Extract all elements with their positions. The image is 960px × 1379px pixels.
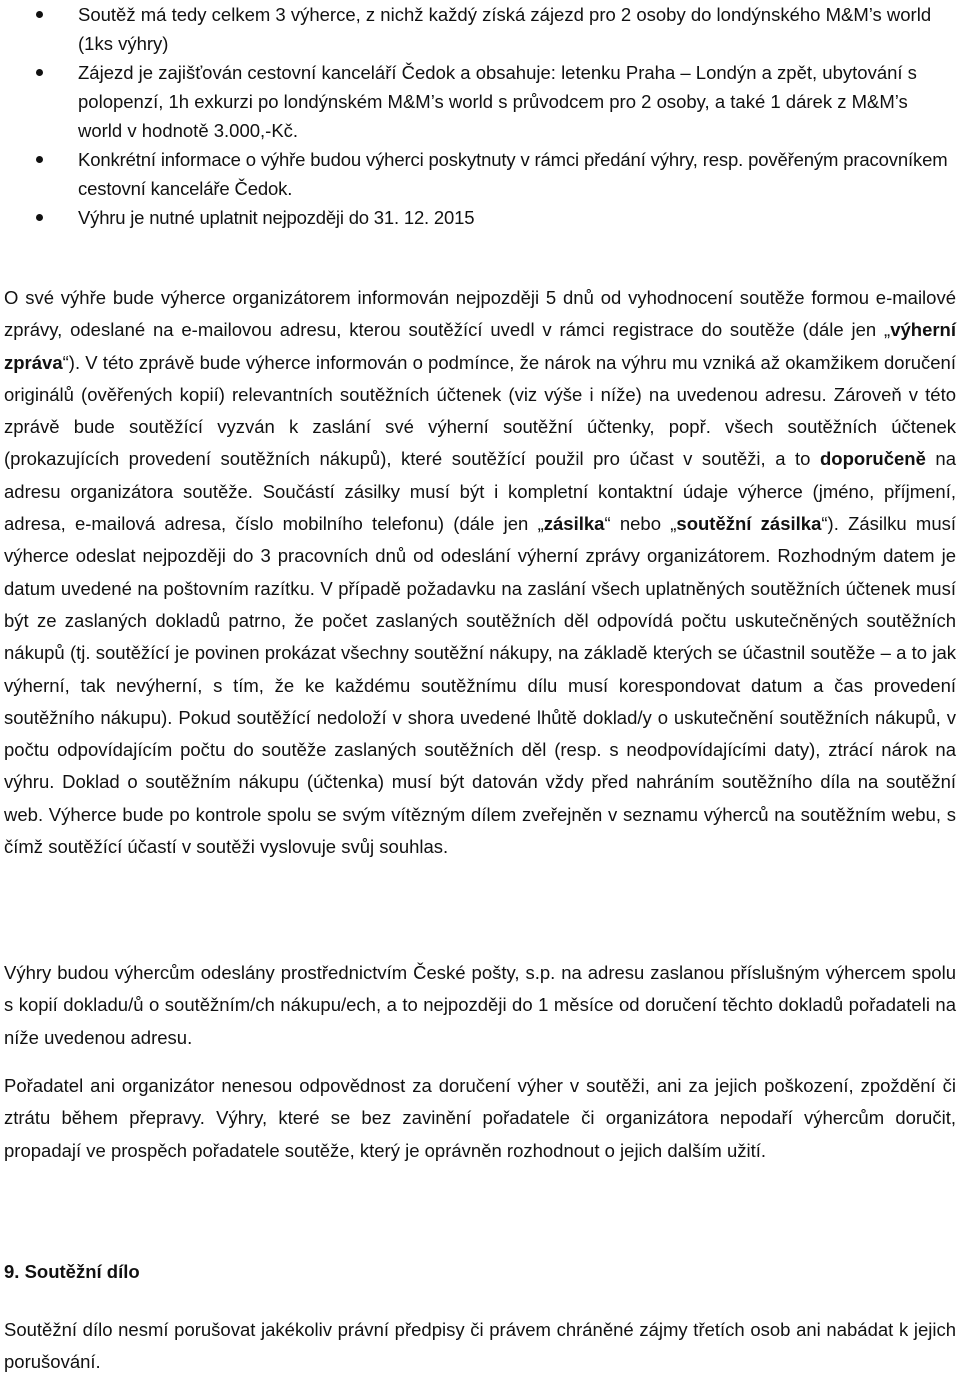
bold-term-winner-message: výherní zpráva <box>4 319 956 373</box>
text-run: O své výhře bude výherce organizátorem informován nejpozději 5 dnů od vyhodnocení soutěže formou e-mailové zprávy, odeslané na e-mailovou adresu, kterou soutěžící uvedl v rámci registrace do soutěže (dále jen „ <box>4 287 956 341</box>
bullet-text: Výhru je nutné uplatnit nejpozději do 31. 12. 2015 <box>78 207 475 228</box>
winner-notification-paragraph <box>4 282 956 863</box>
bullet-item <box>0 58 960 145</box>
bullet-icon <box>36 69 43 76</box>
bullet-icon <box>36 11 43 18</box>
prize-bullet-list <box>0 0 960 232</box>
section-heading: 9. Soutěžní dílo <box>4 1261 140 1282</box>
text-run: na adresu organizátora soutěže. Součástí zásilky musí být i kompletní kontaktní údaje výherce (jméno, příjmení, adresa, e-mailová adresa, číslo mobilního telefonu) (dále jen „ <box>4 448 956 535</box>
bold-term-registered: doporučeně <box>820 448 926 470</box>
bullet-item <box>0 0 960 58</box>
bold-term-shipment: zásilka <box>543 513 605 535</box>
bullet-icon <box>36 156 43 163</box>
bold-term-contest-shipment: soutěžní zásilka <box>676 513 822 535</box>
text-run: “ nebo „ <box>604 513 677 535</box>
bullet-icon <box>36 214 43 221</box>
bullet-text: Konkrétní informace o výhře budou výherci poskytnuty v rámci předání výhry, resp. pověřeným pracovníkem cestovní kanceláře Čedok. <box>78 149 948 199</box>
contest-work-paragraph: Soutěžní dílo nesmí porušovat jakékoliv právní předpisy či právem chráněné zájmy třetích osob ani nabádat k jejich porušování. <box>4 1319 956 1373</box>
liability-paragraph: Pořadatel ani organizátor nenesou odpovědnost za doručení výher v soutěži, ani za jejich poškození, zpoždění či ztrátu během přepravy. Výhry, které se bez zavinění pořadatele či organizátora nepodaří výhercům doručit, propadají ve prospěch pořadatele soutěže, který je oprávněn rozhodnout o jejich dalším užití. <box>4 1075 956 1161</box>
bullet-text: Soutěž má tedy celkem 3 výherce, z nichž každý získá zájezd pro 2 osoby do londýnského M&M’s world (1ks výhry) <box>78 4 932 54</box>
bullet-item <box>0 203 960 232</box>
text-run: “). Zásilku musí výherce odeslat nejpozději do 3 pracovních dnů od odeslání výherní zprávy organizátorem. Rozhodným datem je datum uvedené na poštovním razítku. V případě požadavku na zaslání všech uplatněných soutěžních účtenek musí být ze zaslaných dokladů patrno, že počet zaslaných soutěžních děl odpovídá počtu uskutečněných soutěžních nákupů (tj. soutěžící je povinen prokázat všechny soutěžní nákupy, na základě kterých se účastnil soutěže – a to jak výherní, tak nevýherní, s tím, že ke každému soutěžnímu dílu musí korespondovat datum a čas provedení soutěžního nákupu). Pokud soutěžící nedoloží v shora uvedené lhůtě doklad/y o uskutečnění soutěžních nákupů, v počtu odpovídajícím počtu do soutěže zaslaných soutěžních děl (resp. s neodpovídajícími daty), ztrácí nárok na výhru. Doklad o soutěžním nákupu (účtenka) musí být datován vždy před nahráním soutěžního díla na soutěžní web. Výherce bude po kontrole spolu se svým vítězným dílem zveřejněn v seznamu výherců na soutěžním webu, s čímž soutěžící účastí v soutěži vyslovuje svůj souhlas. <box>4 513 957 858</box>
bullet-item <box>0 145 960 203</box>
prize-delivery-paragraph: Výhry budou výhercům odeslány prostřednictvím České pošty, s.p. na adresu zaslanou příslušným výhercem spolu s kopií dokladu/ů o soutěžním/ch nákupu/ech, a to nejpozději do 1 měsíce od doručení těchto dokladů pořadateli na níže uvedenou adresu. <box>4 962 956 1048</box>
bullet-text: Zájezd je zajišťován cestovní kanceláří Čedok a obsahuje: letenku Praha – Londýn a zpět, ubytování s polopenzí, 1h exkurzi po londýnském M&M’s world s průvodcem pro 2 osoby, a také 1 dárek z M&M’s world v hodnotě 3.000,-Kč. <box>78 62 917 141</box>
text-run: “). V této zprávě bude výherce informován o podmínce, že nárok na výhru mu vzniká až okamžikem doručení originálů (ověřených kopií) relevantních soutěžních účtenek (viz výše i níže) na uvedenou adresu. Zároveň v této zprávě bude soutěžící vyzván k zaslání své výherní soutěžní účtenky, popř. všech soutěžních účtenek (prokazujících provedení soutěžních nákupů), které soutěžící použil pro účast v soutěži, a to <box>4 351 956 470</box>
